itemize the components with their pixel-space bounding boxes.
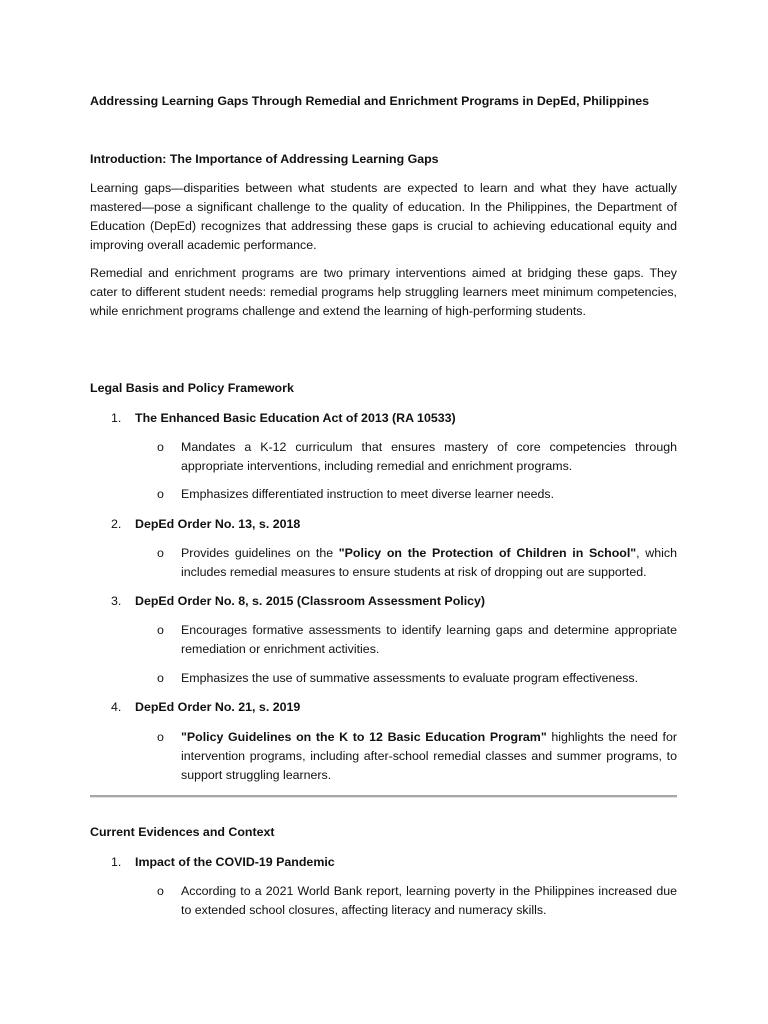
list-number: 1. bbox=[111, 411, 122, 425]
bullet-text: Encourages formative assessments to identify learning gaps and determine appropriate remediation or enrichment activities. bbox=[181, 623, 677, 656]
list-number: 2. bbox=[111, 517, 122, 531]
bullet-text: According to a 2021 World Bank report, learning poverty in the Philippines increased due to extended school closures, affecting literacy and numeracy skills. bbox=[181, 884, 677, 917]
bullet-text: Mandates a K-12 curriculum that ensures mastery of core competencies through appropriate interventions, including remedial and enrichment programs. bbox=[181, 440, 677, 473]
bullet-marker: o bbox=[157, 671, 164, 685]
bullet-text: Emphasizes the use of summative assessments to evaluate program effectiveness. bbox=[181, 671, 639, 685]
bullet-marker: o bbox=[157, 623, 164, 637]
bullet-text bbox=[181, 544, 677, 582]
bullet-marker: o bbox=[157, 884, 164, 898]
current-heading: Current Evidences and Context bbox=[90, 825, 275, 839]
bullet-marker: o bbox=[157, 730, 164, 744]
intro-paragraph-1: Learning gaps—disparities between what students are expected to learn and what they have actually mastered—pose a significant challenge to the quality of education. In the Philippines, the Department of Education (DepEd) recognizes that addressing these gaps is crucial to achieving educational equity and improving overall academic performance. bbox=[90, 181, 677, 252]
intro-heading: Introduction: The Importance of Addressing Learning Gaps bbox=[90, 152, 439, 166]
bullet-text-lead: Provides guidelines on the bbox=[181, 546, 339, 560]
bullet-text: Emphasizes differentiated instruction to meet diverse learner needs. bbox=[181, 487, 555, 501]
list-item-title: DepEd Order No. 21, s. 2019 bbox=[135, 700, 301, 714]
policy-title: "Policy on the Protection of Children in School" bbox=[338, 546, 637, 560]
bullet-marker: o bbox=[157, 546, 164, 560]
list-item-title: Impact of the COVID-19 Pandemic bbox=[135, 855, 335, 869]
list-number: 3. bbox=[111, 594, 122, 608]
policy-title: "Policy Guidelines on the K to 12 Basic Education Program" bbox=[181, 730, 547, 744]
list-item-title: DepEd Order No. 8, s. 2015 (Classroom Assessment Policy) bbox=[135, 594, 486, 608]
bullet-text bbox=[181, 728, 677, 785]
bullet-marker: o bbox=[157, 487, 164, 501]
document-title: Addressing Learning Gaps Through Remedial and Enrichment Programs in DepEd, Philippines bbox=[90, 94, 650, 108]
intro-paragraph-2: Remedial and enrichment programs are two primary interventions aimed at bridging these gaps. They cater to different student needs: remedial programs help struggling learners meet minimum competencies, while enrichment programs challenge and extend the learning of high-performing students. bbox=[90, 266, 677, 318]
list-item-title: DepEd Order No. 13, s. 2018 bbox=[135, 517, 301, 531]
list-number: 1. bbox=[111, 855, 122, 869]
horizontal-divider bbox=[90, 795, 677, 798]
bullet-text-rest: highlights the need for intervention programs, including after-school remedial classes and summer programs, to support struggling learners. bbox=[181, 730, 677, 782]
bullet-text-rest: , which includes remedial measures to ensure students at risk of dropping out are supported. bbox=[181, 546, 677, 579]
bullet-marker: o bbox=[157, 440, 164, 454]
list-number: 4. bbox=[111, 700, 122, 714]
legal-heading: Legal Basis and Policy Framework bbox=[90, 381, 294, 395]
list-item-title: The Enhanced Basic Education Act of 2013 (RA 10533) bbox=[135, 411, 456, 425]
